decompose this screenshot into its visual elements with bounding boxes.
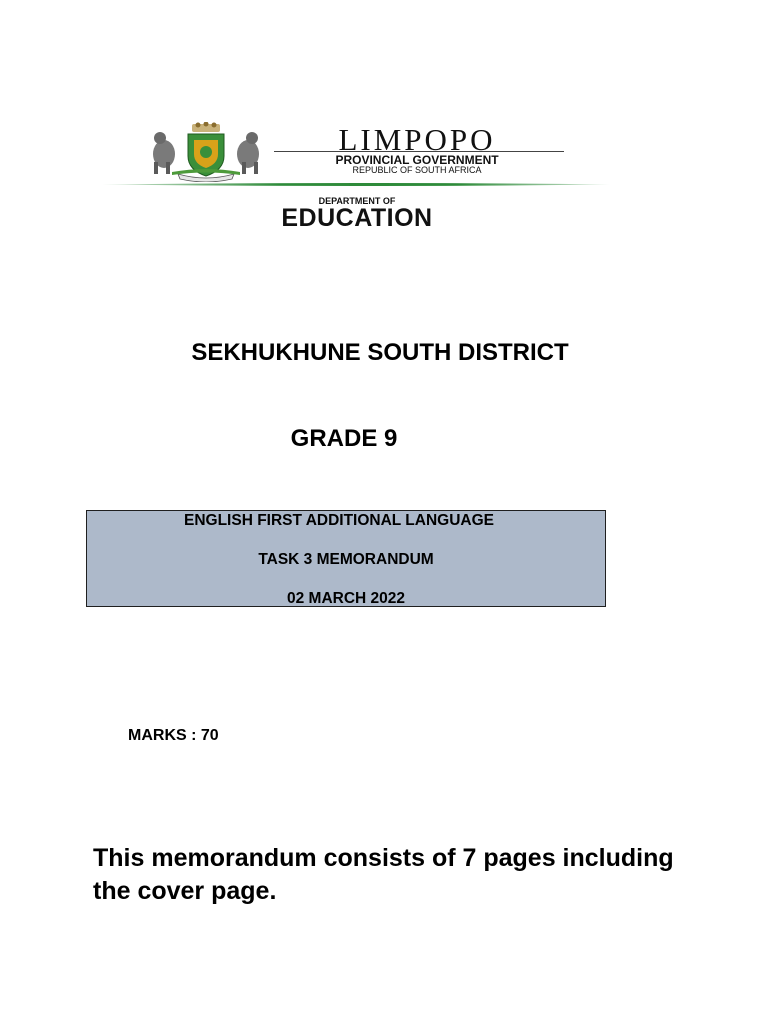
- task-label: TASK 3 MEMORANDUM: [258, 551, 434, 568]
- letterhead-green-rule: [102, 182, 610, 187]
- date-label: 02 MARCH 2022: [286, 590, 406, 607]
- letterhead-department: EDUCATION: [281, 204, 433, 232]
- subject-info-box: [86, 510, 606, 607]
- marks-label: MARKS : 70: [128, 727, 219, 744]
- letterhead-country: REPUBLIC OF SOUTH AFRICA: [352, 165, 482, 175]
- letterhead-divider: [274, 151, 564, 152]
- letterhead-province: LIMPOPO: [338, 122, 496, 157]
- letterhead-department-prefix: DEPARTMENT OF: [318, 196, 396, 206]
- coat-of-arms-icon: [148, 122, 264, 182]
- page-count-note: This memorandum consists of 7 pages including the cover page.: [93, 844, 674, 905]
- subject-label: ENGLISH FIRST ADDITIONAL LANGUAGE: [184, 512, 494, 529]
- grade-heading: GRADE 9: [290, 425, 398, 452]
- letterhead-government: PROVINCIAL GOVERNMENT: [335, 153, 499, 167]
- district-heading: SEKHUKHUNE SOUTH DISTRICT: [191, 339, 569, 366]
- letterhead: [102, 120, 610, 232]
